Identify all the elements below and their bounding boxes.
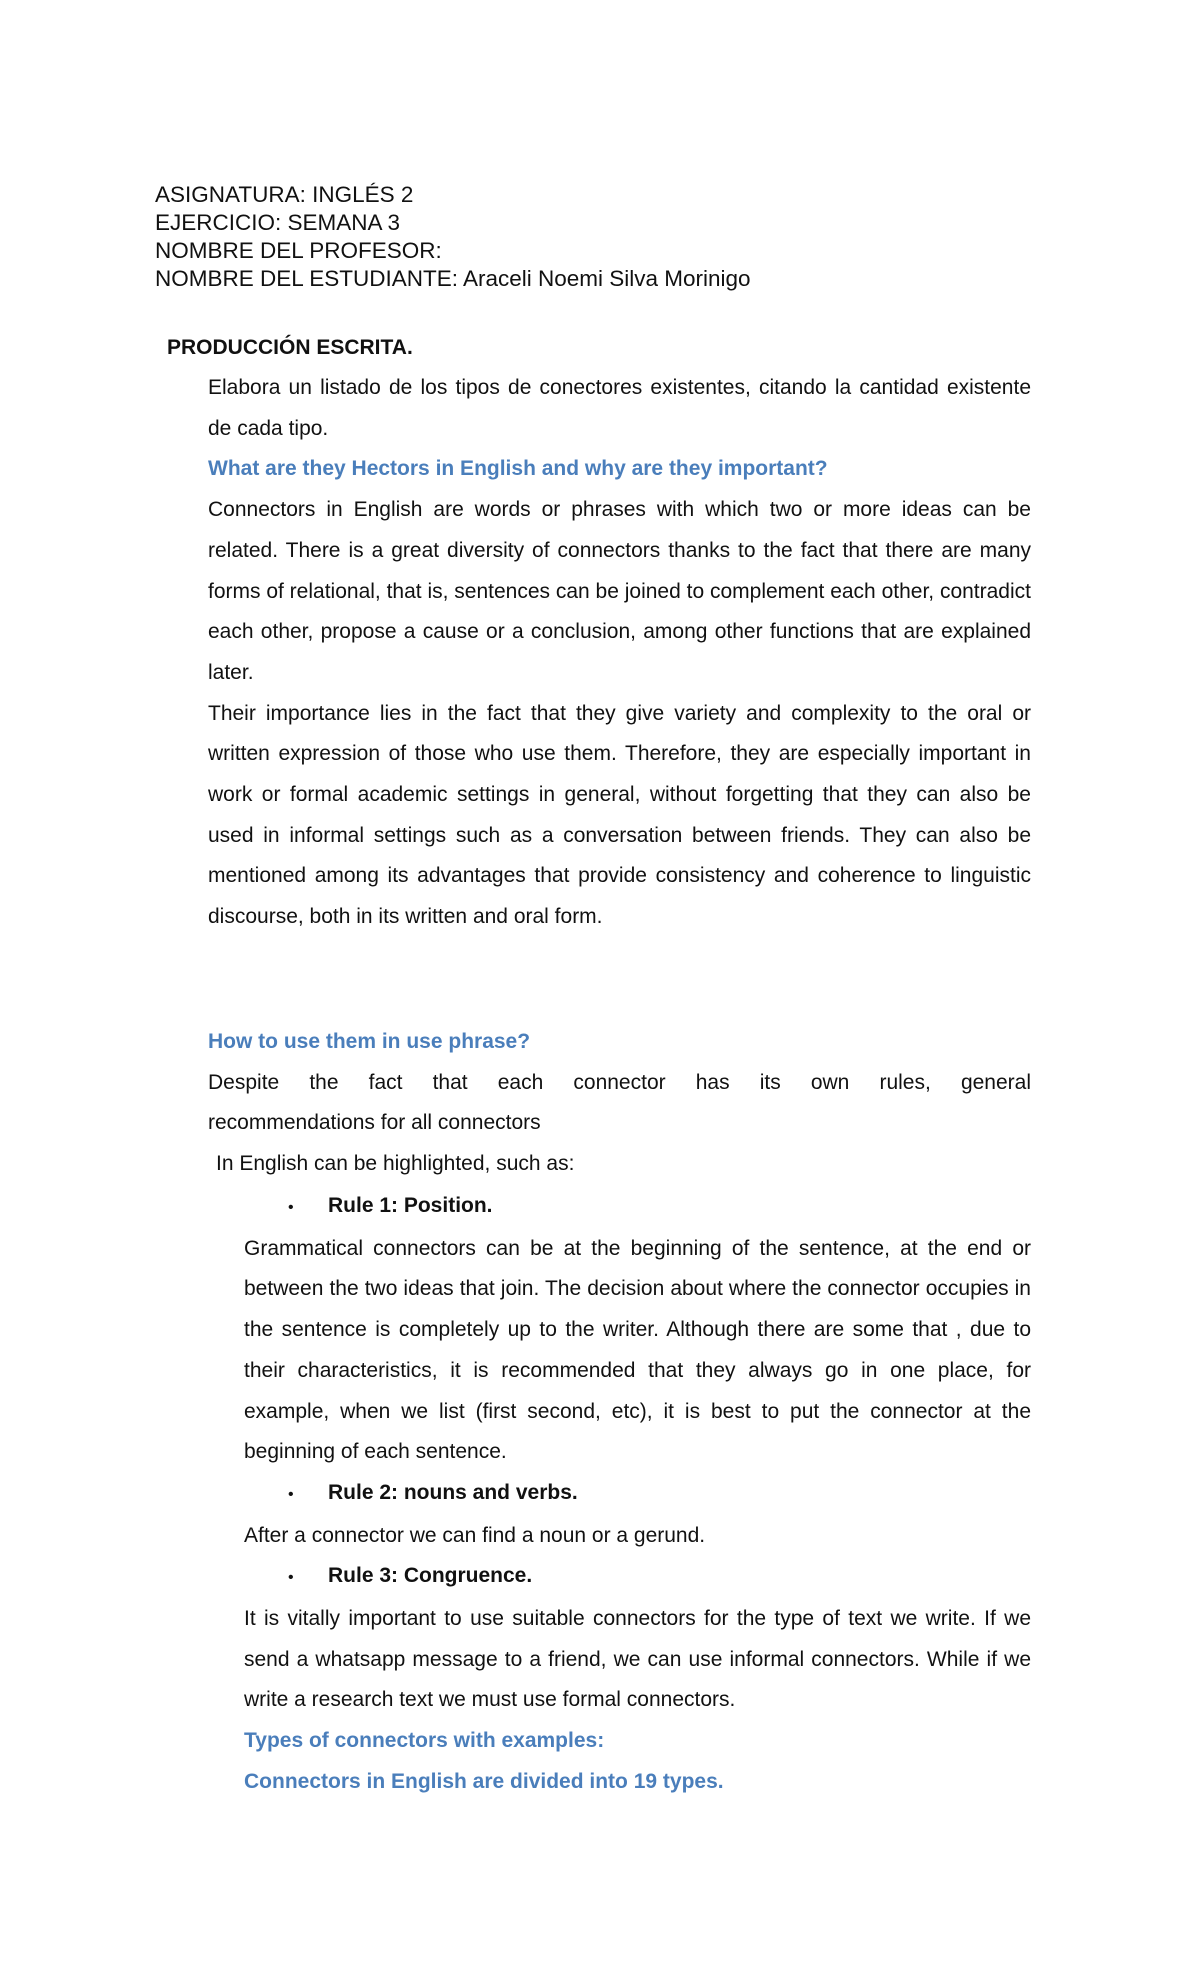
exercise-line: EJERCICIO: SEMANA 3: [155, 210, 401, 235]
paragraph-definition: Connectors in English are words or phrases with which two or more ideas can be related. There is a great diversity of connectors thanks to the fact that there are many forms of relational, that is, sentences can be joined to complement each other, contradict each other, propose a cause or a conclusion, among other functions that are explained later.: [208, 498, 1031, 684]
student-line: NOMBRE DEL ESTUDIANTE: Araceli Noemi Silva Morinigo: [155, 266, 751, 291]
types-heading: Types of connectors with examples:: [244, 1729, 605, 1753]
teacher-line: NOMBRE DEL PROFESOR:: [155, 238, 442, 263]
rule-1-title: Rule 1: Position.: [328, 1194, 493, 1217]
paragraph-importance: Their importance lies in the fact that they give variety and complexity to the oral or written expression of those who use them. Therefore, they are especially important in work or formal academic settings in general, without forgetting that they can also be used in informal settings such as a conversation between friends. They can also be mentioned among its advantages that provide consistency and coherence to linguistic discourse, both in its written and oral form.: [208, 701, 1031, 929]
rule-2-title: Rule 2: nouns and verbs.: [328, 1480, 578, 1504]
bullet-icon: •: [288, 1569, 294, 1587]
rule-1-bullet: [288, 1186, 1031, 1229]
rule-3-title: Rule 3: Congruence.: [328, 1564, 533, 1588]
intro-paragraph: Elabora un listado de los tipos de conectores existentes, citando la cantidad existente de cada tipo.: [208, 376, 1031, 440]
bullet-icon: •: [288, 1485, 294, 1503]
question-heading-2: How to use them in use phrase?: [208, 1030, 531, 1053]
section-title: PRODUCCIÓN ESCRITA.: [167, 336, 413, 359]
rule-3-text: It is vitally important to use suitable connectors for the type of text we write. If we send a whatsapp message to a friend, we can use informal connectors. While if we write a research text we must use formal connectors.: [244, 1607, 1031, 1712]
rule-1-text: Grammatical connectors can be at the beginning of the sentence, at the end or between the two ideas that join. The decision about where the connector occupies in the sentence is completely up to the writer. Although there are some that , due to their characteristics, it is recommended that they always go in one place, for example, when we list (first second, etc), it is best to put the connector at the beginning of each sentence.: [244, 1236, 1031, 1464]
usage-line-2: recommendations for all connectors: [208, 1111, 541, 1135]
document-header: [155, 181, 751, 293]
usage-section: [208, 1022, 1031, 1185]
rule-3-bullet: [288, 1556, 1031, 1599]
rule-2-bullet: [288, 1473, 1031, 1516]
intro-section: [208, 368, 1031, 938]
rule-2-text: After a connector we can find a noun or a gerund.: [244, 1523, 706, 1547]
types-count: Connectors in English are divided into 19 types.: [244, 1769, 724, 1793]
question-heading-1: What are they Hectors in English and why are they important?: [208, 457, 828, 481]
usage-line-3: In English can be highlighted, such as:: [216, 1152, 575, 1176]
rules-section: [244, 1186, 1031, 1803]
subject-line: ASIGNATURA: INGLÉS 2: [155, 182, 414, 207]
usage-line-1: Despite the fact that each connector has its own rules, general: [208, 1070, 1031, 1094]
bullet-icon: •: [288, 1199, 294, 1216]
